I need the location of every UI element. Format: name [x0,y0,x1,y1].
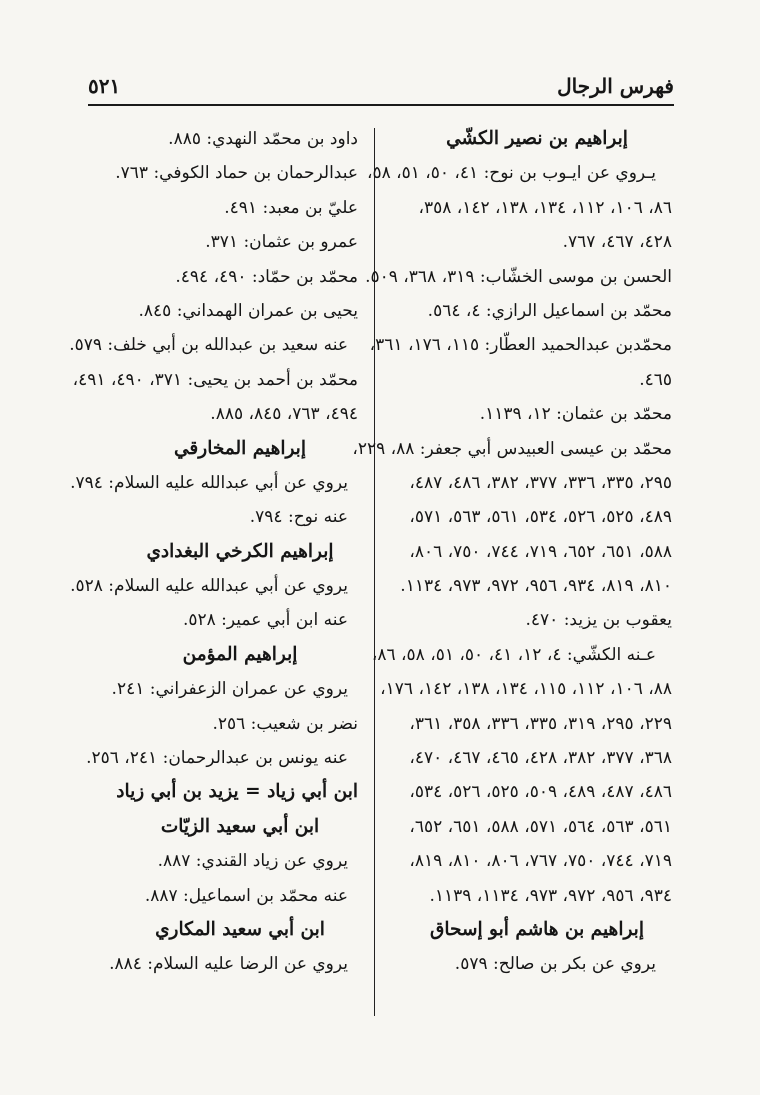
narrator-entry: محمّد بن حمّاد: ٤٩٠، ٤٩٤. [175,266,358,287]
right-column [352,122,672,982]
narrator-entry: ٤٢٨، ٤٦٧، ٧٦٧. [562,232,672,253]
narration-entry: يروي عن زياد القندي: ٨٨٧. [157,851,348,872]
narrator-heading: إبراهيم الكرخي البغدادي [146,540,334,562]
narration-entry: عنه نوح: ٧٩٤. [249,507,348,528]
running-title: فهرس الرجال [557,74,674,98]
narrator-entry: عليّ بن معبد: ٤٩١. [224,197,358,218]
narration-entry: عـنه الكشّي: ٤، ١٢، ٤١، ٥٠، ٥١، ٥٨، ٨٦، [371,644,656,665]
narrator-entry: ٤٨٩، ٥٢٥، ٥٢٦، ٥٣٤، ٥٦١، ٥٦٣، ٥٧١، [409,507,672,528]
narration-entry: يروي عن بكر بن صالح: ٥٧٩. [454,954,656,975]
narrator-entry: ٧١٩، ٧٤٤، ٧٥٠، ٧٦٧، ٨٠٦، ٨١٠، ٨١٩، [409,851,672,872]
page-number: ٥٢١ [88,74,121,98]
narration-entry: عنه محمّد بن اسماعيل: ٨٨٧. [144,885,348,906]
narrator-entry: داود بن محمّد النهدي: ٨٨٥. [168,129,358,149]
narration-entry: يـروي عن ايـوب بن نوح: ٤١، ٥٠، ٥١، ٥٨، [366,163,656,184]
narrator-entry: محمّد بن اسماعيل الرازي: ٤، ٥٦٤. [427,300,672,321]
narrator-entry: ٤٨٦، ٤٨٧، ٤٨٩، ٥٠٩، ٥٢٥، ٥٢٦، ٥٣٤، [409,782,672,803]
narrator-entry: ٨٨، ١٠٦، ١١٢، ١١٥، ١٣٤، ١٣٨، ١٤٢، ١٧٦، [380,679,672,700]
narrator-heading: إبراهيم المخارقي [174,437,306,459]
narrator-entry: ٨١٠، ٨١٩، ٩٣٤، ٩٥٦، ٩٧٢، ٩٧٣، ١١٣٤. [400,576,672,597]
narrator-heading: إبراهيم المؤمن [182,643,298,665]
narrator-heading: ابن أبي زياد = يزيد بن أبي زياد [116,781,358,803]
narrator-heading: إبراهيم بن نصير الكشّي [446,128,628,149]
narration-entry: عنه يونس بن عبدالرحمان: ٢٤١، ٢٥٦. [86,748,348,769]
narrator-entry: ٣٦٨، ٣٧٧، ٣٨٢، ٤٢٨، ٤٦٥، ٤٦٧، ٤٧٠، [409,748,672,769]
narration-entry: يروي عن عمران الزعفراني: ٢٤١. [111,679,348,700]
narrator-entry: محمّد بن عثمان: ١٢، ١١٣٩. [479,404,672,425]
narration-entry: يروي عن الرضا عليه السلام: ٨٨٤. [109,954,348,975]
header-rule [88,104,674,106]
narrator-heading: ابن أبي سعيد الزيّات [160,815,320,837]
narrator-entry: ٢٩٥، ٣٣٥، ٣٣٦، ٣٧٧، ٣٨٢، ٤٨٦، ٤٨٧، [409,472,672,493]
narrator-entry: عمرو بن عثمان: ٣٧١. [205,232,358,253]
narration-entry: يروي عن أبي عبدالله عليه السلام: ٧٩٤. [70,472,348,493]
narrator-entry: ٨٦، ١٠٦، ١١٢، ١٣٤، ١٣٨، ١٤٢، ٣٥٨، [418,197,672,218]
narrator-entry: ٤٦٥. [639,369,672,390]
narrator-entry: يعقوب بن يزيد: ٤٧٠. [525,610,672,631]
narrator-entry: ٢٢٩، ٢٩٥، ٣١٩، ٣٣٥، ٣٣٦، ٣٥٨، ٣٦١، [409,713,672,734]
left-column [69,122,358,982]
narrator-entry: عبدالرحمان بن حماد الكوفي: ٧٦٣. [115,163,358,184]
narrator-entry: محمّد بن أحمد بن يحيى: ٣٧١، ٤٩٠، ٤٩١، [72,369,358,390]
narration-entry: يروي عن أبي عبدالله عليه السلام: ٥٢٨. [70,576,348,597]
narrator-entry: محمّدبن عبدالحميد العطّار: ١١٥، ١٧٦، ٣٦١، [369,335,672,356]
narrator-heading: إبراهيم بن هاشم أبو إسحاق [430,918,644,940]
narration-entry: عنه ابن أبي عمير: ٥٢٨. [182,610,348,631]
narrator-entry: ٩٣٤، ٩٥٦، ٩٧٢، ٩٧٣، ١١٣٤، ١١٣٩. [429,885,672,906]
narrator-entry: الحسن بن موسى الخشّاب: ٣١٩، ٣٦٨، ٥٠٩. [365,266,672,287]
narration-entry: عنه سعيد بن عبدالله بن أبي خلف: ٥٧٩. [69,335,348,356]
page-header [88,66,674,100]
narrator-entry: ٥٨٨، ٦٥١، ٦٥٢، ٧١٩، ٧٤٤، ٧٥٠، ٨٠٦، [409,541,672,562]
narrator-entry: نضر بن شعيب: ٢٥٦. [212,713,358,734]
narrator-heading: ابن أبي سعيد المكاري [155,918,325,940]
narrator-entry: ٤٩٤، ٧٦٣، ٨٤٥، ٨٨٥. [210,404,358,425]
narrator-entry: يحيى بن عمران الهمداني: ٨٤٥. [138,300,358,321]
narrator-entry: ٥٦١، ٥٦٣، ٥٦٤، ٥٧١، ٥٨٨، ٦٥١، ٦٥٢، [409,816,672,837]
narrator-entry: محمّد بن عيسى العبيدس أبي جعفر: ٨٨، ٢٢٩، [352,438,672,459]
